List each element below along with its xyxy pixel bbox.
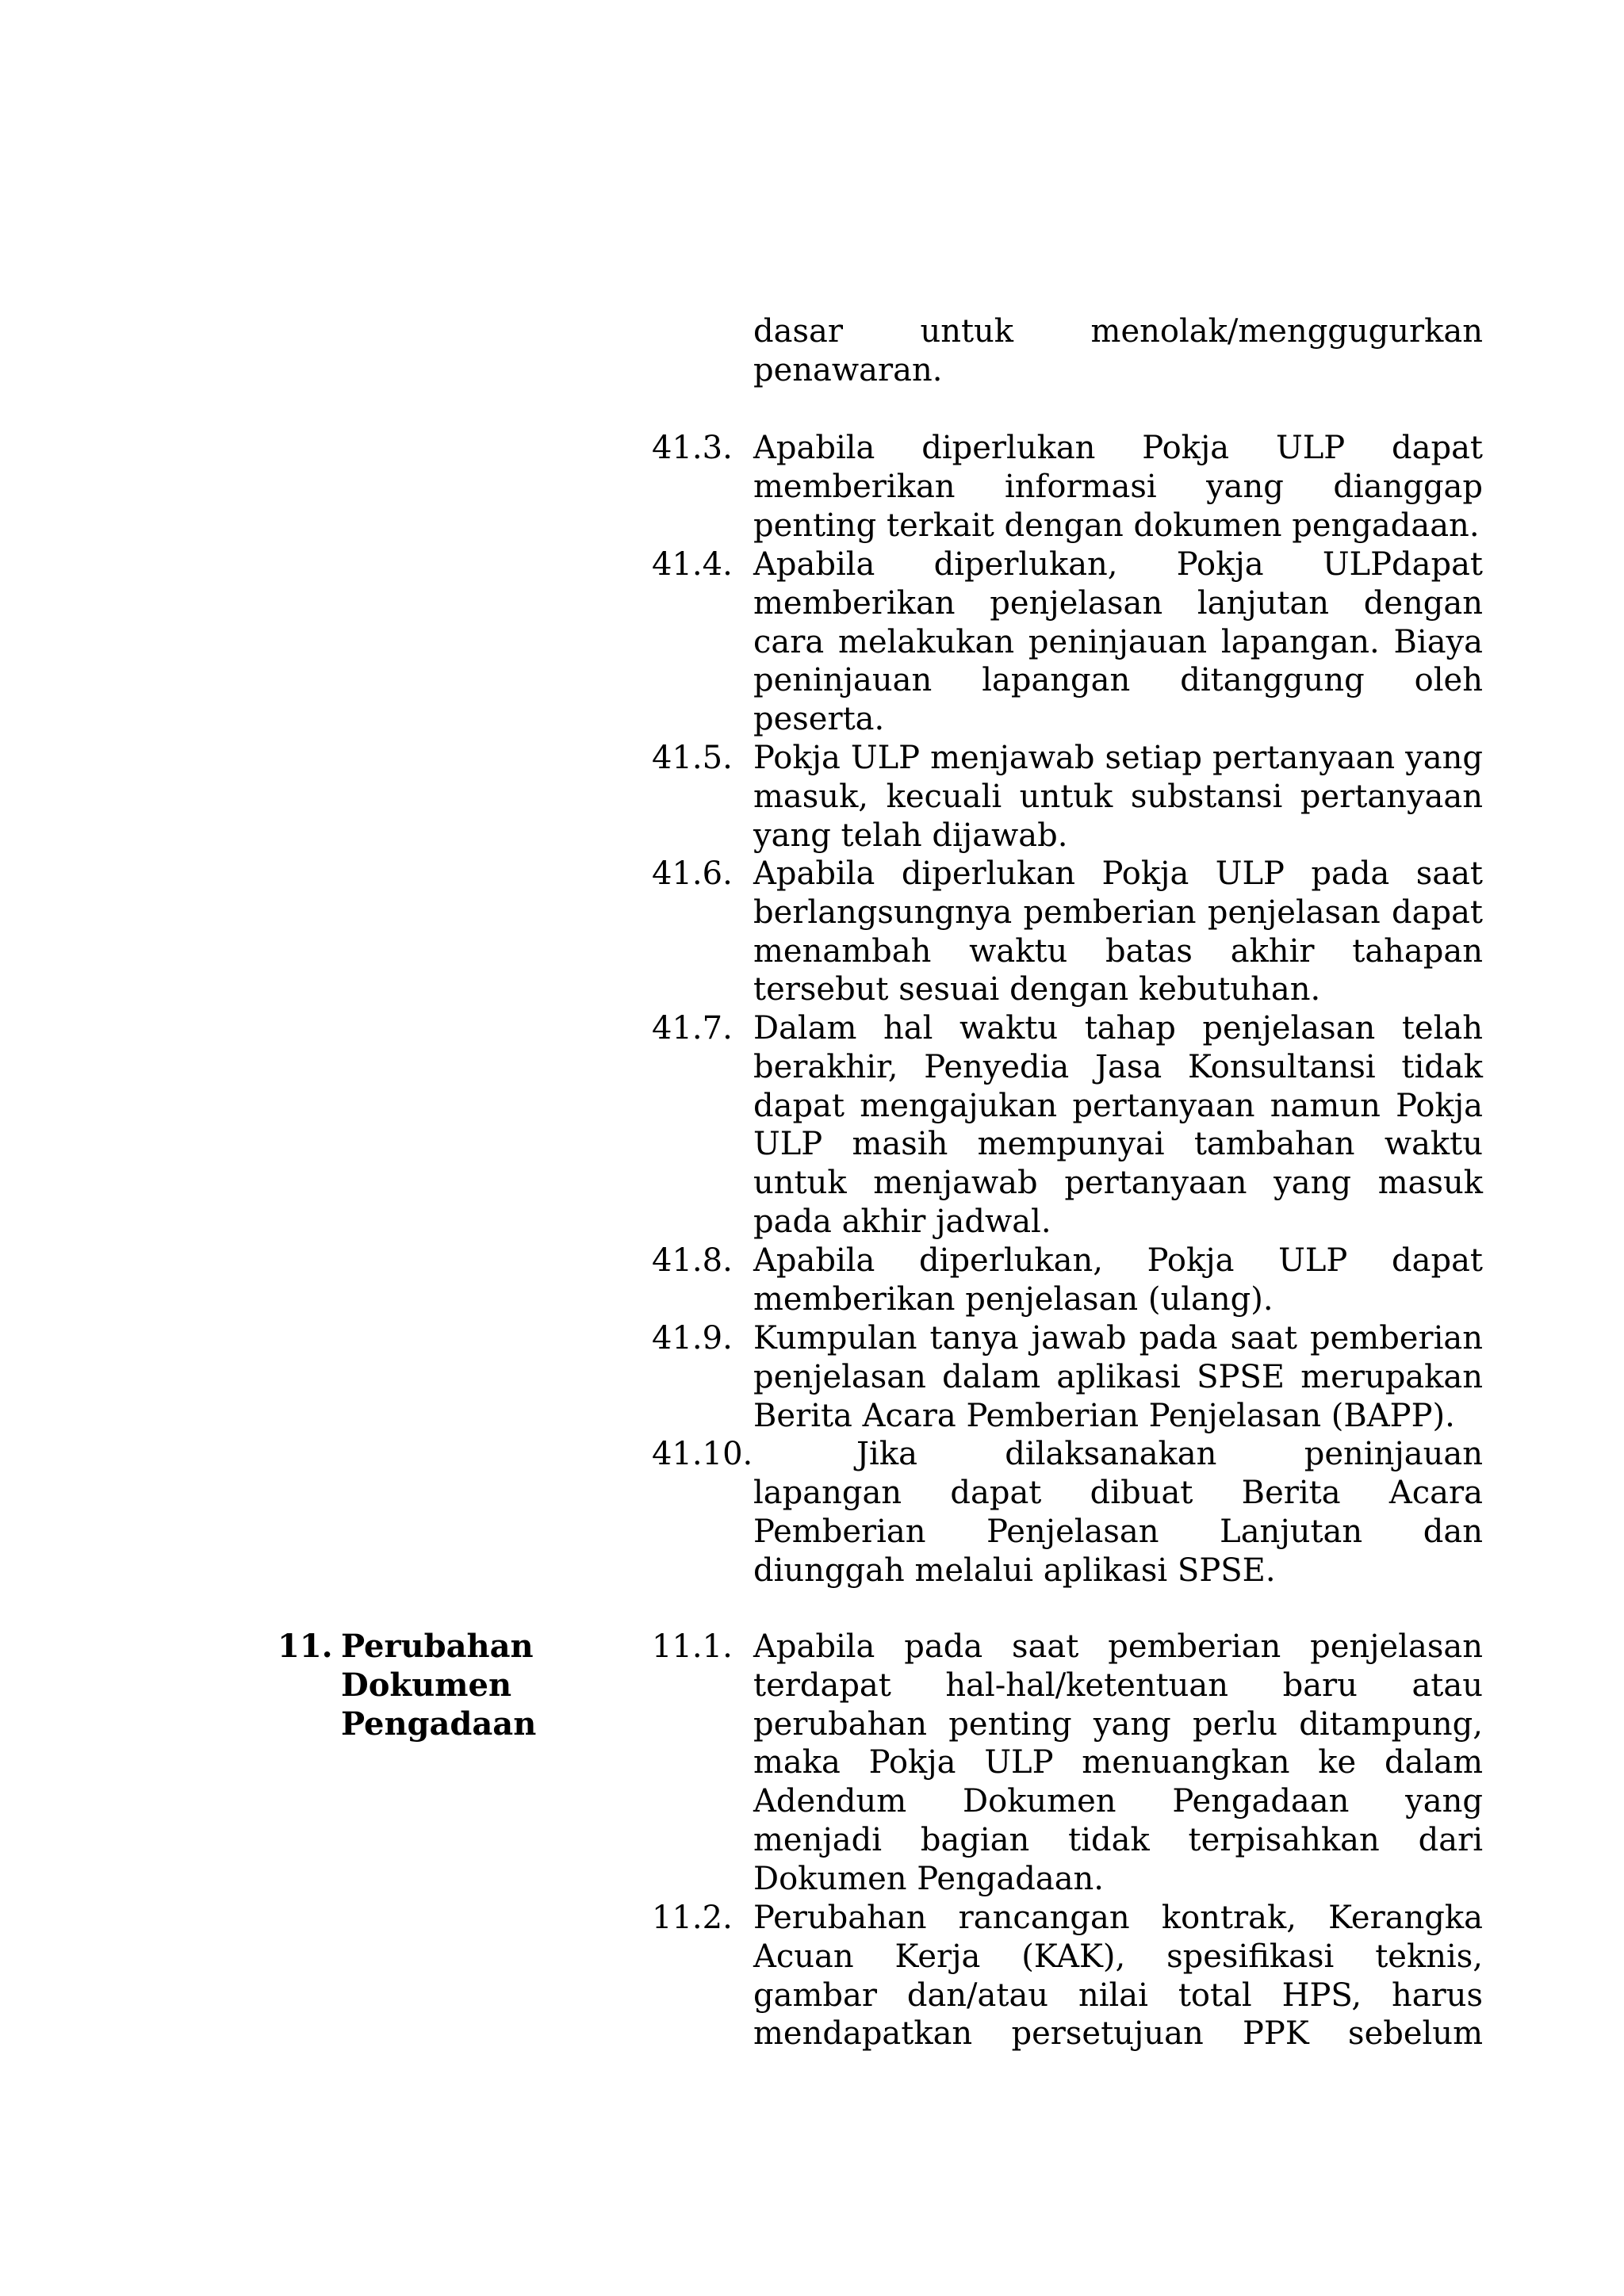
item-text: Apabila diperlukan Pokja ULP dapat memberikan informasi yang dianggap penting terkait dengan dokumen pengadaan. [753, 430, 1483, 544]
item-text: Apabila diperlukan, Pokja ULPdapat memberikan penjelasan lanjutan dengan cara melakukan peninjauan lapangan. Biaya peninjauan lapangan ditanggung oleh peserta. [753, 546, 1483, 738]
section-title: Perubahan Dokumen Pengadaan [341, 1628, 537, 1743]
item-number: 41.4. [652, 546, 733, 583]
item-number: 41.6. [652, 855, 733, 892]
item-text: Perubahan rancangan kontrak, Kerangka Acuan Kerja (KAK), spesifikasi teknis, gambar dan/atau nilai total HPS, harus mendapatkan persetujuan PPK sebelum [753, 1900, 1483, 2053]
item-text-first-line: Jika dilaksanakan peninjauan [856, 1436, 1483, 1472]
item-number: 11.2. [652, 1900, 733, 1936]
item-text: lapangan dapat dibuat Berita Acara Pemberian Penjelasan Lanjutan dan diunggah melalui aplikasi SPSE. [753, 1475, 1483, 1589]
item-number: 11.1. [652, 1628, 733, 1665]
item-number: 41.10. [652, 1436, 753, 1472]
item-text: Kumpulan tanya jawab pada saat pemberian penjelasan dalam aplikasi SPSE merupakan Berita Acara Pemberian Penjelasan (BAPP). [753, 1320, 1483, 1434]
item-text: Apabila diperlukan Pokja ULP pada saat berlangsungnya pemberian penjelasan dapat menambah waktu batas akhir tahapan tersebut sesuai dengan kebutuhan. [753, 855, 1483, 1008]
item-text: Apabila diperlukan, Pokja ULP dapat memberikan penjelasan (ulang). [753, 1242, 1483, 1318]
item-number: 41.9. [652, 1320, 733, 1357]
item-text: Apabila pada saat pemberian penjelasan terdapat hal-hal/ketentuan baru atau perubahan penting yang perlu ditampung, maka Pokja ULP menuangkan ke dalam Adendum Dokumen Pengadaan yang menjadi bagian tidak terpisahkan dari Dokumen Pengadaan. [753, 1628, 1483, 1897]
item-text: Pokja ULP menjawab setiap pertanyaan yang masuk, kecuali untuk substansi pertanyaan yang telah dijawab. [753, 740, 1483, 854]
continued-text: dasar untuk menolak/menggugurkan penawaran. [753, 313, 1483, 388]
section-number: 11. [278, 1628, 333, 1665]
item-number: 41.5. [652, 740, 733, 776]
item-text: Dalam hal waktu tahap penjelasan telah berakhir, Penyedia Jasa Konsultansi tidak dapat mengajukan pertanyaan namun Pokja ULP masih mempunyai tambahan waktu untuk menjawab pertanyaan yang masuk pada akhir jadwal. [753, 1010, 1483, 1240]
item-number: 41.7. [652, 1010, 733, 1047]
item-number: 41.3. [652, 430, 733, 466]
item-number: 41.8. [652, 1242, 733, 1279]
